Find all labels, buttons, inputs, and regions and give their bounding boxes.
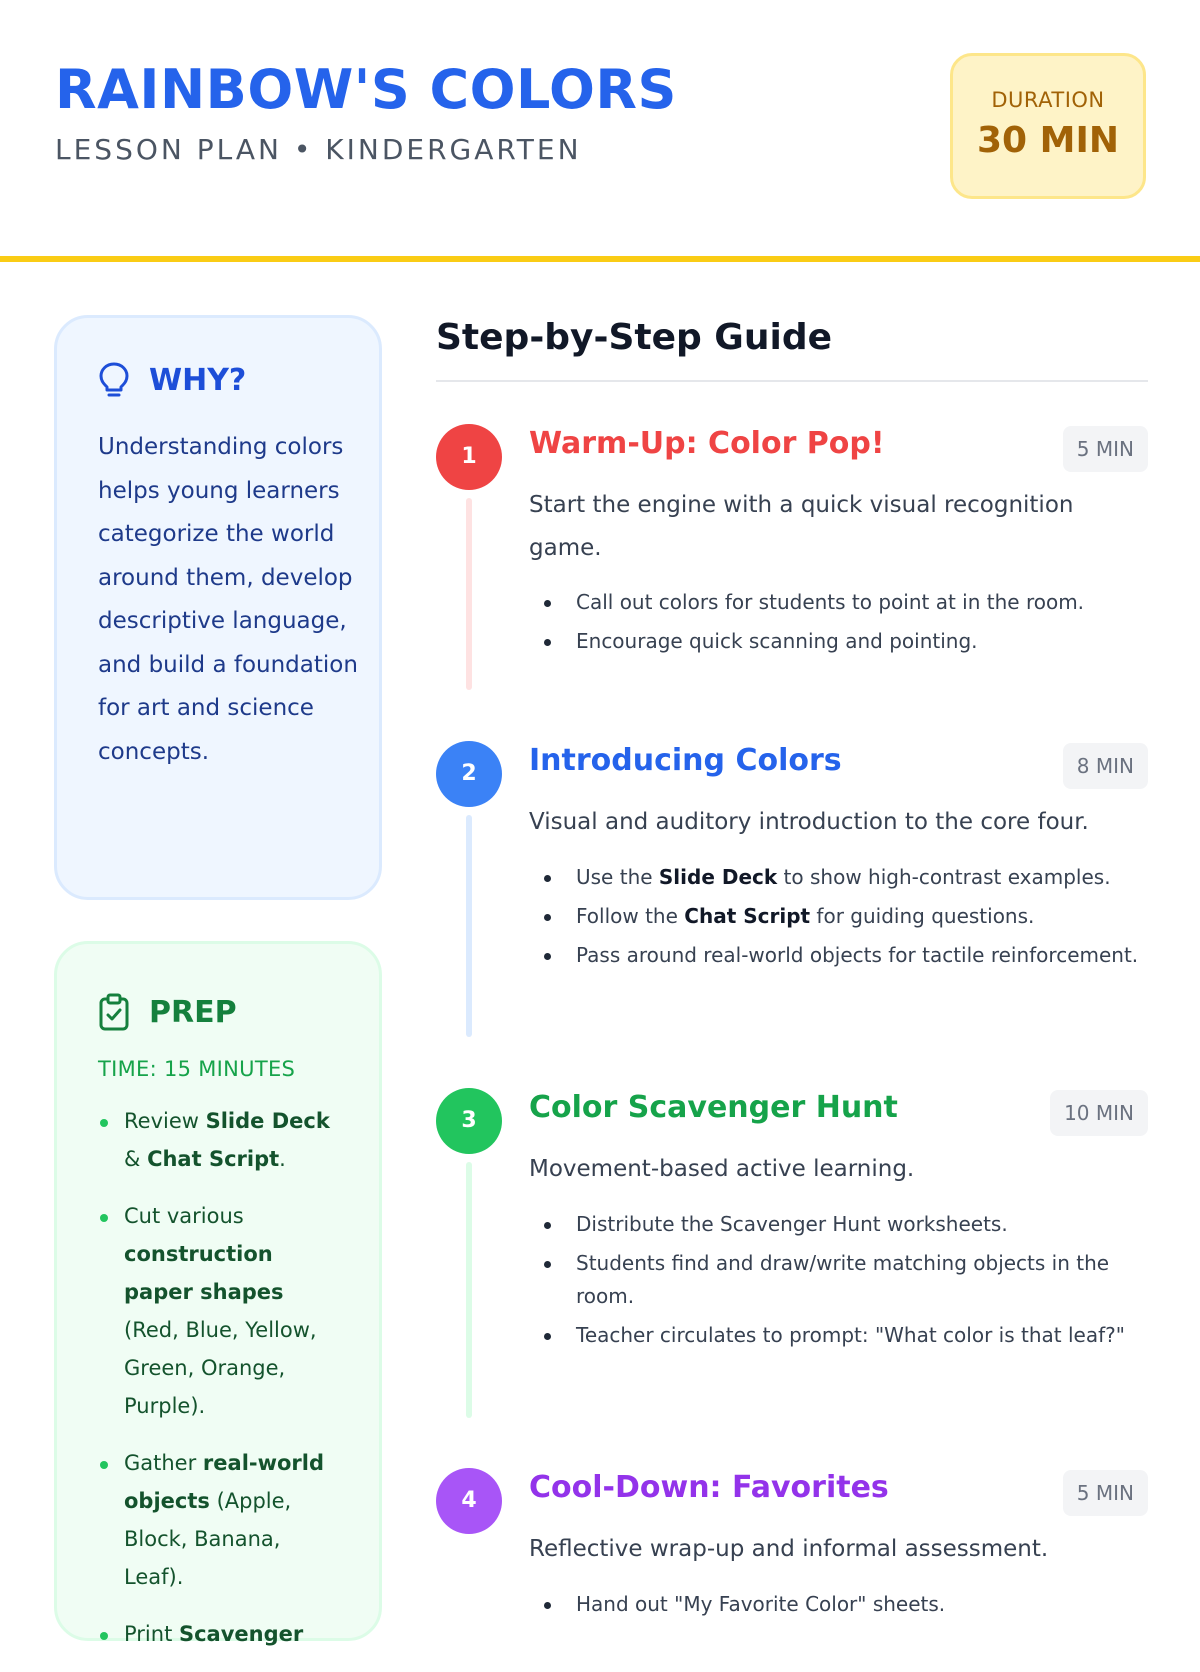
page-title: RAINBOW'S COLORS xyxy=(55,58,677,121)
prep-item: Cut various construction paper shapes (Red, Blue, Yellow, Green, Orange, Purple). xyxy=(98,1197,338,1425)
step-bullet: Teacher circulates to prompt: "What color is that leaf?" xyxy=(542,1319,1142,1352)
why-text: Understanding colors helps young learners categorize the world around them, develop descriptive language, and build a foundation for art and science concepts. xyxy=(98,434,358,765)
clipboard-check-icon xyxy=(97,992,131,1032)
lesson-header xyxy=(0,0,1200,262)
prep-item: Gather real-world objects (Apple, Block, Banana, Leaf). xyxy=(98,1444,338,1596)
prep-card-header xyxy=(97,992,237,1032)
step-3 xyxy=(436,1088,1148,1418)
step-2 xyxy=(436,741,1148,1041)
prep-card xyxy=(54,941,382,1646)
step-bullet: Distribute the Scavenger Hunt worksheets. xyxy=(542,1208,1142,1241)
step-time-badge: 5 MIN xyxy=(1063,1470,1148,1516)
step-number-badge: 3 xyxy=(436,1088,502,1154)
prep-item: Review Slide Deck & Chat Script. xyxy=(98,1102,338,1178)
step-description: Start the engine with a quick visual recognition game. xyxy=(529,492,1074,561)
step-bullet: Students find and draw/write matching objects in the room. xyxy=(542,1247,1142,1313)
prep-time: TIME: 15 MINUTES xyxy=(98,1057,296,1081)
step-bullet: Hand out "My Favorite Color" sheets. xyxy=(542,1588,1142,1621)
step-bullet: Call out colors for students to point at in the room. xyxy=(542,586,1142,619)
prep-card-title: PREP xyxy=(149,994,237,1030)
step-bullets xyxy=(542,861,1142,978)
page-subtitle: LESSON PLAN • KINDERGARTEN xyxy=(55,133,582,166)
step-description: Movement-based active learning. xyxy=(529,1156,915,1182)
why-card-title: WHY? xyxy=(149,362,247,398)
duration-value: 30 MIN xyxy=(977,120,1119,161)
step-number-badge: 4 xyxy=(436,1468,502,1534)
step-4 xyxy=(436,1468,1148,1616)
why-card xyxy=(54,315,382,900)
lightbulb-icon xyxy=(97,360,131,400)
step-time-badge: 8 MIN xyxy=(1063,743,1148,789)
step-bullet: Follow the Chat Script for guiding questions. xyxy=(542,900,1142,933)
duration-badge xyxy=(950,53,1146,199)
step-description: Reflective wrap-up and informal assessment. xyxy=(529,1536,1049,1562)
guide-divider xyxy=(436,380,1148,382)
step-bullet: Encourage quick scanning and pointing. xyxy=(542,625,1142,658)
step-1 xyxy=(436,424,1148,694)
step-number-badge: 2 xyxy=(436,741,502,807)
why-card-header xyxy=(97,360,246,400)
step-timeline-line xyxy=(466,1162,472,1418)
step-title: Introducing Colors xyxy=(529,743,842,778)
step-time-badge: 10 MIN xyxy=(1050,1090,1148,1136)
step-timeline-line xyxy=(466,498,472,690)
step-title: Color Scavenger Hunt xyxy=(529,1090,898,1125)
step-number-badge: 1 xyxy=(436,424,502,490)
step-bullet: Pass around real-world objects for tactile reinforcement. xyxy=(542,939,1142,972)
step-title: Cool-Down: Favorites xyxy=(529,1470,889,1505)
step-bullets xyxy=(542,1208,1142,1358)
step-description: Visual and auditory introduction to the core four. xyxy=(529,809,1089,835)
step-title: Warm-Up: Color Pop! xyxy=(529,426,885,461)
step-timeline-line xyxy=(466,815,472,1037)
prep-list xyxy=(98,1102,338,1672)
step-bullets xyxy=(542,586,1142,664)
duration-label: DURATION xyxy=(991,88,1105,112)
step-bullets xyxy=(542,1588,1142,1627)
step-bullet: Use the Slide Deck to show high-contrast examples. xyxy=(542,861,1142,894)
prep-item: Print Scavenger xyxy=(98,1615,338,1653)
step-time-badge: 5 MIN xyxy=(1063,426,1148,472)
guide-heading: Step-by-Step Guide xyxy=(436,317,832,358)
